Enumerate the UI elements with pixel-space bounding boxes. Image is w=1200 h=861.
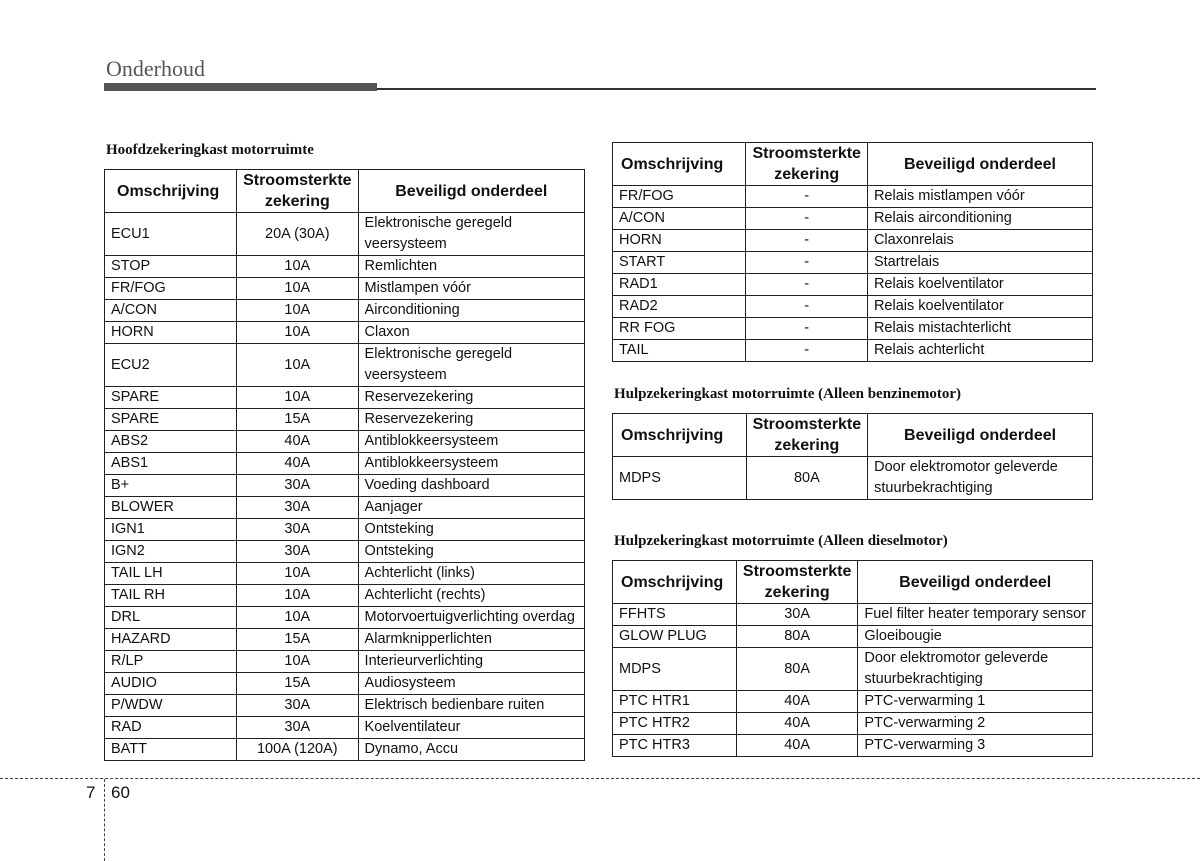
cell-beveiligd: Ontsteking bbox=[358, 541, 584, 563]
table-row bbox=[613, 274, 1093, 296]
cell-omschrijving: RR FOG bbox=[613, 318, 746, 340]
cell-beveiligd: Ontsteking bbox=[358, 519, 584, 541]
col-header-omschrijving: Omschrijving bbox=[613, 143, 746, 186]
page-number: 60 bbox=[111, 783, 130, 802]
col-header-stroomsterkte: Stroomsterkte zekering bbox=[736, 561, 857, 604]
table-row bbox=[105, 475, 585, 497]
cell-beveiligd: Elektronische geregeld veersysteem bbox=[358, 213, 584, 256]
table-row bbox=[613, 691, 1093, 713]
cell-stroomsterkte: 10A bbox=[237, 322, 358, 344]
table-row bbox=[105, 322, 585, 344]
cell-omschrijving: AUDIO bbox=[105, 673, 237, 695]
cell-omschrijving: PTC HTR3 bbox=[613, 735, 737, 757]
cell-beveiligd: Mistlampen vóór bbox=[358, 278, 584, 300]
cell-beveiligd: Relais achterlicht bbox=[867, 340, 1092, 362]
table-row bbox=[105, 673, 585, 695]
table-row bbox=[613, 208, 1093, 230]
table-row bbox=[105, 651, 585, 673]
cell-omschrijving: FFHTS bbox=[613, 604, 737, 626]
cell-beveiligd: Antiblokkeersysteem bbox=[358, 431, 584, 453]
cell-omschrijving: MDPS bbox=[613, 457, 747, 500]
cell-omschrijving: A/CON bbox=[105, 300, 237, 322]
cell-beveiligd: Reservezekering bbox=[358, 387, 584, 409]
cell-beveiligd: Aanjager bbox=[358, 497, 584, 519]
cell-stroomsterkte: 30A bbox=[237, 695, 358, 717]
table-row bbox=[613, 735, 1093, 757]
cell-omschrijving: HORN bbox=[105, 322, 237, 344]
diesel-fuse-table bbox=[612, 560, 1093, 757]
table-row bbox=[105, 387, 585, 409]
table-row bbox=[613, 340, 1093, 362]
col-header-stroomsterkte: Stroomsterkte zekering bbox=[237, 170, 358, 213]
cell-stroomsterkte: 15A bbox=[237, 629, 358, 651]
cell-omschrijving: B+ bbox=[105, 475, 237, 497]
cell-omschrijving: ABS1 bbox=[105, 453, 237, 475]
table-row bbox=[105, 717, 585, 739]
cell-omschrijving: TAIL RH bbox=[105, 585, 237, 607]
cell-stroomsterkte: 30A bbox=[736, 604, 857, 626]
cell-stroomsterkte: 15A bbox=[237, 673, 358, 695]
cell-omschrijving: TAIL LH bbox=[105, 563, 237, 585]
col-header-omschrijving: Omschrijving bbox=[613, 414, 747, 457]
table-row bbox=[105, 607, 585, 629]
table-row bbox=[613, 186, 1093, 208]
petrol-table-title: Hulpzekeringkast motorruimte (Alleen benzinemotor) bbox=[614, 386, 962, 402]
table-row bbox=[105, 695, 585, 717]
table-row bbox=[105, 519, 585, 541]
cell-stroomsterkte: 10A bbox=[237, 300, 358, 322]
cell-beveiligd: Antiblokkeersysteem bbox=[358, 453, 584, 475]
cell-omschrijving: HORN bbox=[613, 230, 746, 252]
cell-omschrijving: HAZARD bbox=[105, 629, 237, 651]
table-row bbox=[105, 278, 585, 300]
cell-omschrijving: RAD bbox=[105, 717, 237, 739]
table-row bbox=[105, 629, 585, 651]
cell-beveiligd: Claxon bbox=[358, 322, 584, 344]
cell-omschrijving: BATT bbox=[105, 739, 237, 761]
cell-beveiligd: PTC-verwarming 3 bbox=[858, 735, 1093, 757]
table-row bbox=[105, 256, 585, 278]
cell-beveiligd: Fuel filter heater temporary sensor bbox=[858, 604, 1093, 626]
cell-omschrijving: ECU1 bbox=[105, 213, 237, 256]
cell-beveiligd: Gloeibougie bbox=[858, 626, 1093, 648]
cell-omschrijving: FR/FOG bbox=[105, 278, 237, 300]
cell-stroomsterkte: - bbox=[746, 252, 867, 274]
table-row bbox=[105, 497, 585, 519]
main-fuse-table bbox=[104, 169, 585, 761]
cell-omschrijving: BLOWER bbox=[105, 497, 237, 519]
cell-stroomsterkte: 40A bbox=[736, 691, 857, 713]
cell-stroomsterkte: 30A bbox=[237, 475, 358, 497]
cell-beveiligd: Dynamo, Accu bbox=[358, 739, 584, 761]
cell-stroomsterkte: - bbox=[746, 274, 867, 296]
cell-beveiligd: Relais koelventilator bbox=[867, 274, 1092, 296]
cell-beveiligd: Voeding dashboard bbox=[358, 475, 584, 497]
cell-beveiligd: Door elektromotor geleverde stuurbekrachtiging bbox=[868, 457, 1093, 500]
table-row bbox=[613, 648, 1093, 691]
table-row bbox=[105, 409, 585, 431]
cell-beveiligd: Elektronische geregeld veersysteem bbox=[358, 344, 584, 387]
cell-stroomsterkte: 10A bbox=[237, 607, 358, 629]
cell-omschrijving: DRL bbox=[105, 607, 237, 629]
cell-stroomsterkte: 40A bbox=[736, 735, 857, 757]
cell-stroomsterkte: - bbox=[746, 318, 867, 340]
footer-rule bbox=[0, 778, 1200, 779]
cell-omschrijving: MDPS bbox=[613, 648, 737, 691]
table-row bbox=[613, 318, 1093, 340]
table-row bbox=[613, 296, 1093, 318]
cell-stroomsterkte: - bbox=[746, 340, 867, 362]
cell-omschrijving: STOP bbox=[105, 256, 237, 278]
table-row bbox=[105, 739, 585, 761]
main-table-title: Hoofdzekeringkast motorruimte bbox=[106, 142, 314, 158]
cell-stroomsterkte: 80A bbox=[746, 457, 867, 500]
cell-omschrijving: A/CON bbox=[613, 208, 746, 230]
cell-stroomsterkte: 10A bbox=[237, 278, 358, 300]
table-row bbox=[613, 713, 1093, 735]
col-header-beveiligd: Beveiligd onderdeel bbox=[358, 170, 584, 213]
cell-stroomsterkte: 30A bbox=[237, 497, 358, 519]
cell-beveiligd: Achterlicht (links) bbox=[358, 563, 584, 585]
cell-beveiligd: Achterlicht (rechts) bbox=[358, 585, 584, 607]
header-bar-thick bbox=[104, 83, 377, 91]
cell-beveiligd: Relais koelventilator bbox=[867, 296, 1092, 318]
cell-beveiligd: Relais mistlampen vóór bbox=[867, 186, 1092, 208]
cell-omschrijving: SPARE bbox=[105, 409, 237, 431]
table-row bbox=[105, 344, 585, 387]
cell-beveiligd: Reservezekering bbox=[358, 409, 584, 431]
cell-omschrijving: RAD2 bbox=[613, 296, 746, 318]
footer-divider bbox=[104, 779, 105, 861]
chapter-number: 7 bbox=[86, 783, 96, 802]
cell-stroomsterkte: 80A bbox=[736, 648, 857, 691]
col-header-stroomsterkte: Stroomsterkte zekering bbox=[746, 143, 867, 186]
cell-stroomsterkte: 40A bbox=[237, 453, 358, 475]
cell-stroomsterkte: 10A bbox=[237, 344, 358, 387]
table-row bbox=[105, 453, 585, 475]
cell-stroomsterkte: 10A bbox=[237, 651, 358, 673]
cell-beveiligd: Interieurverlichting bbox=[358, 651, 584, 673]
cell-beveiligd: Alarmknipperlichten bbox=[358, 629, 584, 651]
cell-stroomsterkte: - bbox=[746, 296, 867, 318]
col-header-omschrijving: Omschrijving bbox=[613, 561, 737, 604]
cell-omschrijving: SPARE bbox=[105, 387, 237, 409]
cell-beveiligd: Door elektromotor geleverde stuurbekrachtiging bbox=[858, 648, 1093, 691]
relay-table bbox=[612, 142, 1093, 362]
cell-omschrijving: GLOW PLUG bbox=[613, 626, 737, 648]
cell-stroomsterkte: 30A bbox=[237, 541, 358, 563]
col-header-beveiligd: Beveiligd onderdeel bbox=[858, 561, 1093, 604]
cell-omschrijving: PTC HTR2 bbox=[613, 713, 737, 735]
cell-stroomsterkte: 100A (120A) bbox=[237, 739, 358, 761]
cell-omschrijving: ECU2 bbox=[105, 344, 237, 387]
page-title: Onderhoud bbox=[106, 56, 205, 81]
col-header-stroomsterkte: Stroomsterkte zekering bbox=[746, 414, 867, 457]
diesel-table-title: Hulpzekeringkast motorruimte (Alleen dieselmotor) bbox=[614, 533, 948, 549]
table-row bbox=[105, 563, 585, 585]
cell-stroomsterkte: - bbox=[746, 230, 867, 252]
cell-omschrijving: ABS2 bbox=[105, 431, 237, 453]
cell-stroomsterkte: - bbox=[746, 186, 867, 208]
petrol-fuse-table bbox=[612, 413, 1093, 500]
cell-stroomsterkte: 10A bbox=[237, 387, 358, 409]
cell-stroomsterkte: 30A bbox=[237, 717, 358, 739]
cell-stroomsterkte: 20A (30A) bbox=[237, 213, 358, 256]
table-row bbox=[613, 230, 1093, 252]
col-header-omschrijving: Omschrijving bbox=[105, 170, 237, 213]
cell-beveiligd: Audiosysteem bbox=[358, 673, 584, 695]
cell-stroomsterkte: 10A bbox=[237, 256, 358, 278]
cell-omschrijving: IGN2 bbox=[105, 541, 237, 563]
table-row bbox=[613, 457, 1093, 500]
cell-beveiligd: PTC-verwarming 1 bbox=[858, 691, 1093, 713]
table-row bbox=[105, 300, 585, 322]
col-header-beveiligd: Beveiligd onderdeel bbox=[867, 143, 1092, 186]
cell-beveiligd: Elektrisch bedienbare ruiten bbox=[358, 695, 584, 717]
cell-beveiligd: Relais mistachterlicht bbox=[867, 318, 1092, 340]
cell-omschrijving: P/WDW bbox=[105, 695, 237, 717]
cell-omschrijving: PTC HTR1 bbox=[613, 691, 737, 713]
table-row bbox=[613, 626, 1093, 648]
cell-stroomsterkte: 40A bbox=[736, 713, 857, 735]
cell-stroomsterkte: - bbox=[746, 208, 867, 230]
table-row bbox=[105, 541, 585, 563]
cell-omschrijving: RAD1 bbox=[613, 274, 746, 296]
cell-beveiligd: Startrelais bbox=[867, 252, 1092, 274]
cell-stroomsterkte: 30A bbox=[237, 519, 358, 541]
table-row bbox=[105, 213, 585, 256]
table-row bbox=[105, 585, 585, 607]
cell-omschrijving: R/LP bbox=[105, 651, 237, 673]
cell-stroomsterkte: 40A bbox=[237, 431, 358, 453]
cell-beveiligd: Koelventilateur bbox=[358, 717, 584, 739]
cell-beveiligd: Remlichten bbox=[358, 256, 584, 278]
cell-stroomsterkte: 80A bbox=[736, 626, 857, 648]
cell-beveiligd: Motorvoertuigverlichting overdag bbox=[358, 607, 584, 629]
cell-omschrijving: START bbox=[613, 252, 746, 274]
header-rule bbox=[377, 88, 1096, 90]
cell-beveiligd: Claxonrelais bbox=[867, 230, 1092, 252]
cell-stroomsterkte: 10A bbox=[237, 563, 358, 585]
cell-omschrijving: TAIL bbox=[613, 340, 746, 362]
cell-beveiligd: PTC-verwarming 2 bbox=[858, 713, 1093, 735]
table-row bbox=[613, 252, 1093, 274]
cell-stroomsterkte: 10A bbox=[237, 585, 358, 607]
col-header-beveiligd: Beveiligd onderdeel bbox=[868, 414, 1093, 457]
table-row bbox=[613, 604, 1093, 626]
cell-omschrijving: IGN1 bbox=[105, 519, 237, 541]
table-row bbox=[105, 431, 585, 453]
cell-stroomsterkte: 15A bbox=[237, 409, 358, 431]
cell-omschrijving: FR/FOG bbox=[613, 186, 746, 208]
cell-beveiligd: Relais airconditioning bbox=[867, 208, 1092, 230]
cell-beveiligd: Airconditioning bbox=[358, 300, 584, 322]
